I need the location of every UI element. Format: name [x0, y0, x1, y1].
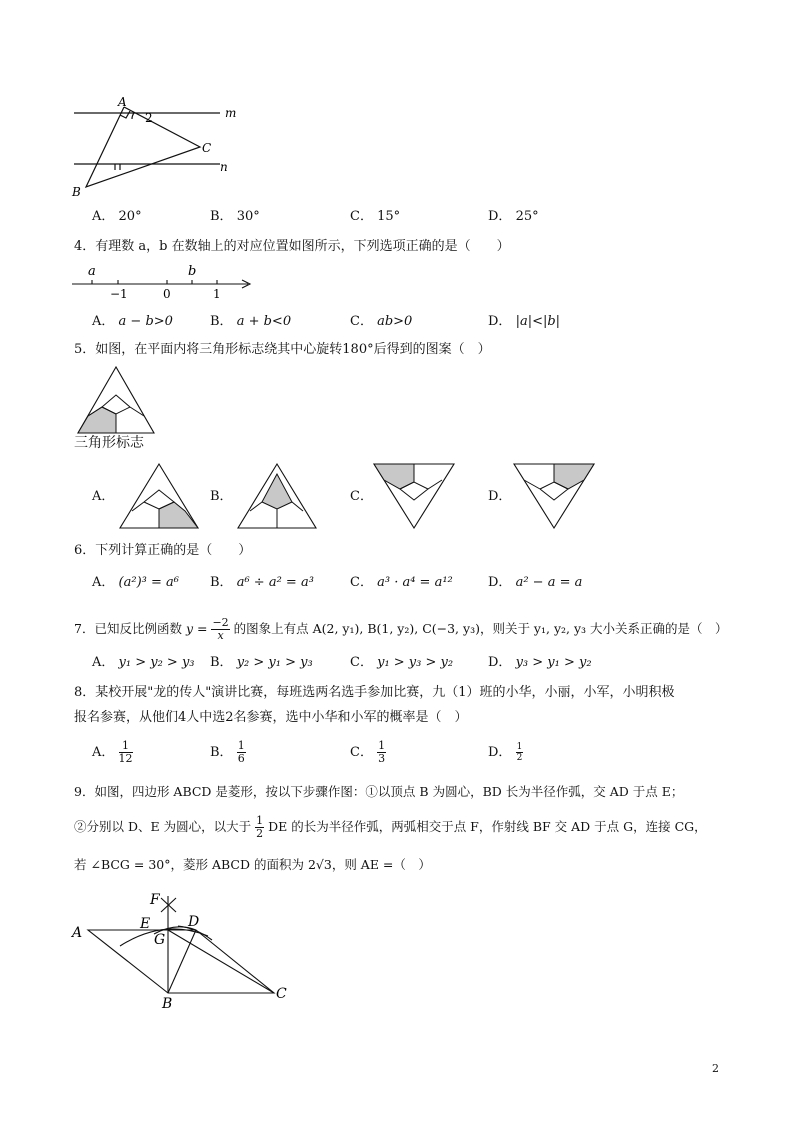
- q4-option-d[interactable]: [488, 313, 560, 331]
- q7-fraction: [211, 617, 229, 642]
- q5-option-b-figure: [236, 462, 318, 530]
- option-text: 15°: [377, 209, 401, 224]
- q4-number-line: [66, 262, 266, 302]
- q9-label-e: E: [140, 916, 151, 932]
- option-fraction: [119, 740, 133, 765]
- q3-option-a[interactable]: [92, 208, 142, 226]
- option-letter: C．: [350, 209, 373, 224]
- option-letter: A．: [92, 655, 115, 670]
- q5-option-d-letter[interactable]: D．: [488, 489, 512, 504]
- q3-label-n: n: [220, 160, 228, 174]
- q7-stem-pre: 7．已知反比例函数: [74, 621, 182, 636]
- option-text: ab>0: [377, 314, 413, 329]
- frac-num: 1: [119, 740, 133, 753]
- q9-label-a: A: [72, 925, 83, 941]
- option-text: a + b<0: [236, 314, 292, 329]
- option-fraction: [237, 740, 246, 765]
- q6-option-c[interactable]: [350, 574, 453, 592]
- q4-label-a: a: [88, 264, 96, 279]
- option-letter: C．: [350, 314, 373, 329]
- q4-tick-neg1: −1: [110, 287, 128, 301]
- q3-option-b[interactable]: [210, 208, 260, 226]
- option-letter: A．: [92, 209, 115, 224]
- page-number: 2: [712, 1062, 719, 1075]
- option-letter: D．: [488, 575, 512, 590]
- q3-option-d[interactable]: [488, 208, 539, 226]
- q4-option-b[interactable]: [210, 313, 291, 331]
- option-letter: B．: [210, 314, 233, 329]
- q5-caption: 三角形标志: [74, 435, 144, 451]
- option-text: y₃ > y₁ > y₂: [515, 655, 592, 670]
- q3-label-a: A: [118, 95, 127, 109]
- option-letter: C．: [350, 575, 373, 590]
- q9-line-3: 若 ∠BCG = 30°，菱形 ABCD 的面积为 2√3，则 AE =（ ）: [74, 857, 431, 872]
- q9-line-2: [74, 812, 707, 842]
- q3-label-2: 2: [145, 111, 153, 125]
- q6-option-a[interactable]: [92, 574, 179, 592]
- option-text: y₂ > y₁ > y₃: [236, 655, 313, 670]
- q5-option-c-figure: [372, 462, 456, 530]
- option-text: a⁶ ÷ a² = a³: [236, 575, 314, 590]
- frac-den: 3: [378, 752, 386, 765]
- q9-half-fraction: [255, 815, 264, 840]
- option-letter: B．: [210, 209, 233, 224]
- option-text: |a|<|b|: [515, 314, 561, 329]
- q8-option-b[interactable]: [210, 738, 246, 768]
- q6-option-b[interactable]: [210, 574, 314, 592]
- q7-frac-num: −2: [212, 616, 229, 629]
- option-letter: A．: [92, 314, 115, 329]
- q9-half-den: 2: [256, 827, 264, 840]
- option-letter: B．: [210, 655, 233, 670]
- q5-stem: 5．如图，在平面内将三角形标志绕其中心旋转180°后得到的图案（ ）: [74, 342, 491, 357]
- frac-num: 1: [378, 739, 386, 752]
- option-letter: D．: [488, 314, 512, 329]
- q9-label-g: G: [154, 932, 166, 948]
- q8-line-2: 报名参赛，从他们4人中选2名参赛，选中小华和小军的概率是（ ）: [74, 710, 468, 725]
- option-letter: A．: [92, 745, 115, 760]
- q9-line-2-post: DE 的长为半径作弧，两弧相交于点 F，作射线 BF 交 AD 于点 G，连接 CG，: [268, 819, 707, 834]
- q9-half-num: 1: [256, 814, 264, 827]
- option-text: 30°: [236, 209, 260, 224]
- option-text: 20°: [118, 209, 142, 224]
- q8-option-d[interactable]: [488, 738, 523, 768]
- option-text: y₁ > y₃ > y₂: [377, 655, 454, 670]
- q9-label-c: C: [276, 986, 287, 1002]
- q5-option-a-letter[interactable]: A．: [92, 489, 115, 504]
- q9-label-b: B: [162, 996, 173, 1012]
- q9-label-d: D: [188, 914, 200, 930]
- q4-tick-0: 0: [163, 287, 171, 301]
- option-letter: B．: [210, 745, 233, 760]
- q5-option-d-figure: [512, 462, 596, 530]
- q4-option-c[interactable]: [350, 313, 412, 331]
- q9-line-2-pre: ②分别以 D、E 为圆心，以大于: [74, 819, 252, 834]
- option-letter: D．: [488, 209, 512, 224]
- q8-option-a[interactable]: [92, 738, 133, 768]
- q3-option-c[interactable]: [350, 208, 400, 226]
- q6-option-d[interactable]: [488, 574, 582, 592]
- option-letter: C．: [350, 655, 373, 670]
- option-text: (a²)³ = a⁶: [118, 575, 179, 590]
- frac-den: 6: [237, 752, 245, 765]
- frac-num: 1: [516, 742, 523, 752]
- option-fraction: [516, 742, 524, 763]
- q7-option-a[interactable]: [92, 654, 195, 672]
- q7-option-b[interactable]: [210, 654, 313, 672]
- q6-stem: 6．下列计算正确的是（ ）: [74, 543, 252, 558]
- option-letter: D．: [488, 655, 512, 670]
- q7-frac-den: x: [217, 629, 224, 642]
- q5-option-c-letter[interactable]: C．: [350, 489, 373, 504]
- option-letter: D．: [488, 745, 512, 760]
- q7-stem-post: 的图象上有点 A(2, y₁), B(1, y₂), C(−3, y₃)，则关于 y₁, y₂, y₃ 大小关系正确的是（ ）: [233, 621, 728, 636]
- q7-y-equals: y =: [185, 621, 208, 636]
- q5-option-b-letter[interactable]: B．: [210, 489, 233, 504]
- q5-option-a-figure: [118, 462, 200, 530]
- q7-stem: [74, 614, 728, 644]
- q4-option-a[interactable]: [92, 313, 173, 331]
- q9-label-f: F: [150, 892, 160, 908]
- q3-figure: [60, 92, 240, 200]
- q9-rhombus-figure: [68, 888, 298, 1012]
- frac-num: 1: [237, 739, 245, 752]
- q4-label-b: b: [188, 264, 197, 279]
- option-text: a³ · a⁴ = a¹²: [377, 575, 453, 590]
- q7-option-c[interactable]: [350, 654, 453, 672]
- q4-tick-1: 1: [213, 287, 221, 301]
- q3-label-m: m: [225, 106, 237, 120]
- q3-label-c: C: [202, 141, 212, 155]
- q8-line-1: 8．某校开展"龙的传人"演讲比赛，每班选两名选手参加比赛，九（1）班的小华，小丽，小军，小明积极: [74, 685, 675, 700]
- option-text: a² − a = a: [515, 575, 583, 590]
- option-letter: A．: [92, 575, 115, 590]
- q3-label-b: B: [72, 185, 81, 199]
- option-letter: B．: [210, 575, 233, 590]
- option-text: a − b>0: [118, 314, 173, 329]
- frac-den: 12: [118, 752, 133, 765]
- option-fraction: [377, 740, 386, 765]
- option-text: 25°: [515, 209, 539, 224]
- q5-reference-triangle: [74, 365, 158, 435]
- frac-den: 2: [516, 753, 523, 763]
- q8-option-c[interactable]: [350, 738, 386, 768]
- q9-line-1: 9．如图，四边形 ABCD 是菱形，按以下步骤作图：①以顶点 B 为圆心，BD 长为半径作弧，交 AD 于点 E；: [74, 784, 684, 799]
- q4-stem: 4．有理数 a，b 在数轴上的对应位置如图所示，下列选项正确的是（ ）: [74, 239, 510, 254]
- option-text: y₁ > y₂ > y₃: [118, 655, 195, 670]
- q7-option-d[interactable]: [488, 654, 592, 672]
- option-letter: C．: [350, 745, 373, 760]
